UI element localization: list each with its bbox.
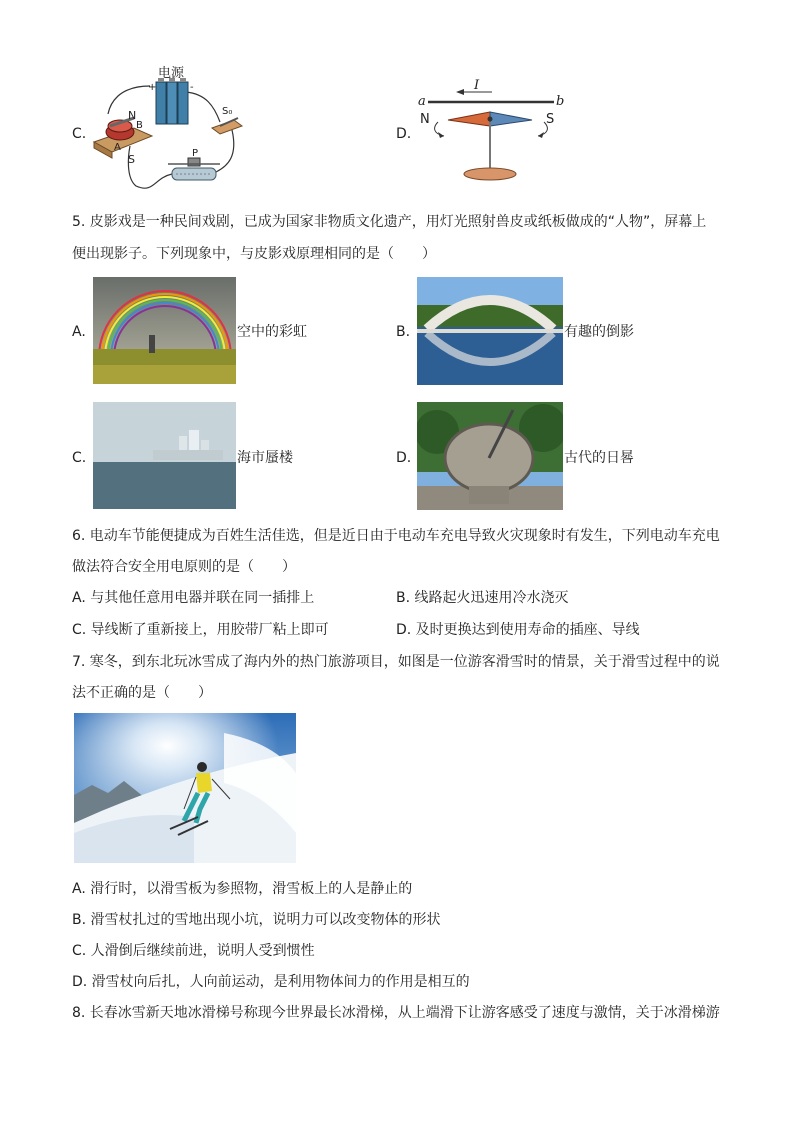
minus-sign: -	[190, 82, 194, 93]
question-6-line-1: 6. 电动车节能便捷成为百姓生活佳选，但是近日由于电动车充电导致火灾现象时有发生，下列电动车充电	[72, 528, 720, 544]
option-d-label: D.	[396, 126, 412, 142]
q5-option-b-caption: 有趣的倒影	[564, 324, 634, 340]
q7-option-c: C. 人滑倒后继续前进，说明人受到惯性	[72, 943, 315, 959]
label-a: a	[418, 94, 426, 109]
label-s: S	[128, 153, 135, 166]
label-b: b	[556, 94, 565, 109]
bridge-reflection-photo	[417, 277, 563, 385]
q7-option-a: A. 滑行时，以滑雪板为参照物，滑雪板上的人是静止的	[72, 881, 413, 897]
q6-option-d: D. 及时更换达到使用寿命的插座、导线	[396, 622, 640, 638]
label-n: N	[420, 112, 430, 127]
question-7-line-1: 7. 寒冬，到东北玩冰雪成了海内外的热门旅游项目，如图是一位游客滑雪时的情景，关于滑雪过程中的说	[72, 654, 720, 670]
question-7-line-2: 法不正确的是（ ）	[72, 685, 212, 701]
q5-option-d-caption: 古代的日晷	[564, 450, 634, 466]
skier-photo	[74, 713, 296, 863]
question-5-line-2: 便出现影子。下列现象中，与皮影戏原理相同的是（ ）	[72, 246, 436, 262]
power-source-label: 电源	[158, 66, 185, 81]
question-6-line-2: 做法符合安全用电原则的是（ ）	[72, 559, 296, 575]
label-n: N	[128, 109, 137, 122]
q5-option-d-key: D.	[396, 450, 412, 466]
q5-option-a-caption: 空中的彩虹	[237, 324, 307, 340]
sundial-photo	[417, 402, 563, 510]
q5-option-c-key: C.	[72, 450, 87, 466]
question-5-line-1: 5. 皮影戏是一种民间戏剧，已成为国家非物质文化遗产，用灯光照射兽皮或纸板做成的“人物”，屏幕上	[72, 214, 707, 230]
q6-option-c: C. 导线断了重新接上，用胶带厂粘上即可	[72, 622, 329, 638]
label-s: S	[546, 112, 555, 127]
q7-option-b: B. 滑雪杖扎过的雪地出现小坑，说明力可以改变物体的形状	[72, 912, 441, 928]
q6-option-b: B. 线路起火迅速用冷水浇灭	[396, 590, 569, 606]
label-a: A	[114, 142, 121, 153]
q7-option-d: D. 滑雪杖向后扎，人向前运动，是利用物体间力的作用是相互的	[72, 974, 470, 990]
label-p: P	[192, 148, 199, 159]
label-s0: S₀	[222, 106, 233, 117]
compass-wire-diagram	[414, 76, 574, 188]
question-8-line-1: 8. 长春冰雪新天地冰滑梯号称现今世界最长冰滑梯，从上端滑下让游客感受了速度与激情，关于冰滑梯游	[72, 1005, 720, 1021]
electromagnet-circuit-diagram	[88, 66, 248, 198]
q5-option-b-key: B.	[396, 324, 411, 340]
q6-option-a: A. 与其他任意用电器并联在同一插排上	[72, 590, 315, 606]
rainbow-photo	[93, 277, 236, 384]
q5-option-a-key: A.	[72, 324, 86, 340]
q5-option-c-caption: 海市蜃楼	[237, 450, 293, 466]
mirage-photo	[93, 402, 236, 509]
option-c-label: C.	[72, 126, 87, 142]
label-b: B	[136, 120, 143, 131]
plus-sign: +	[148, 82, 157, 93]
current-label: I	[474, 78, 480, 93]
